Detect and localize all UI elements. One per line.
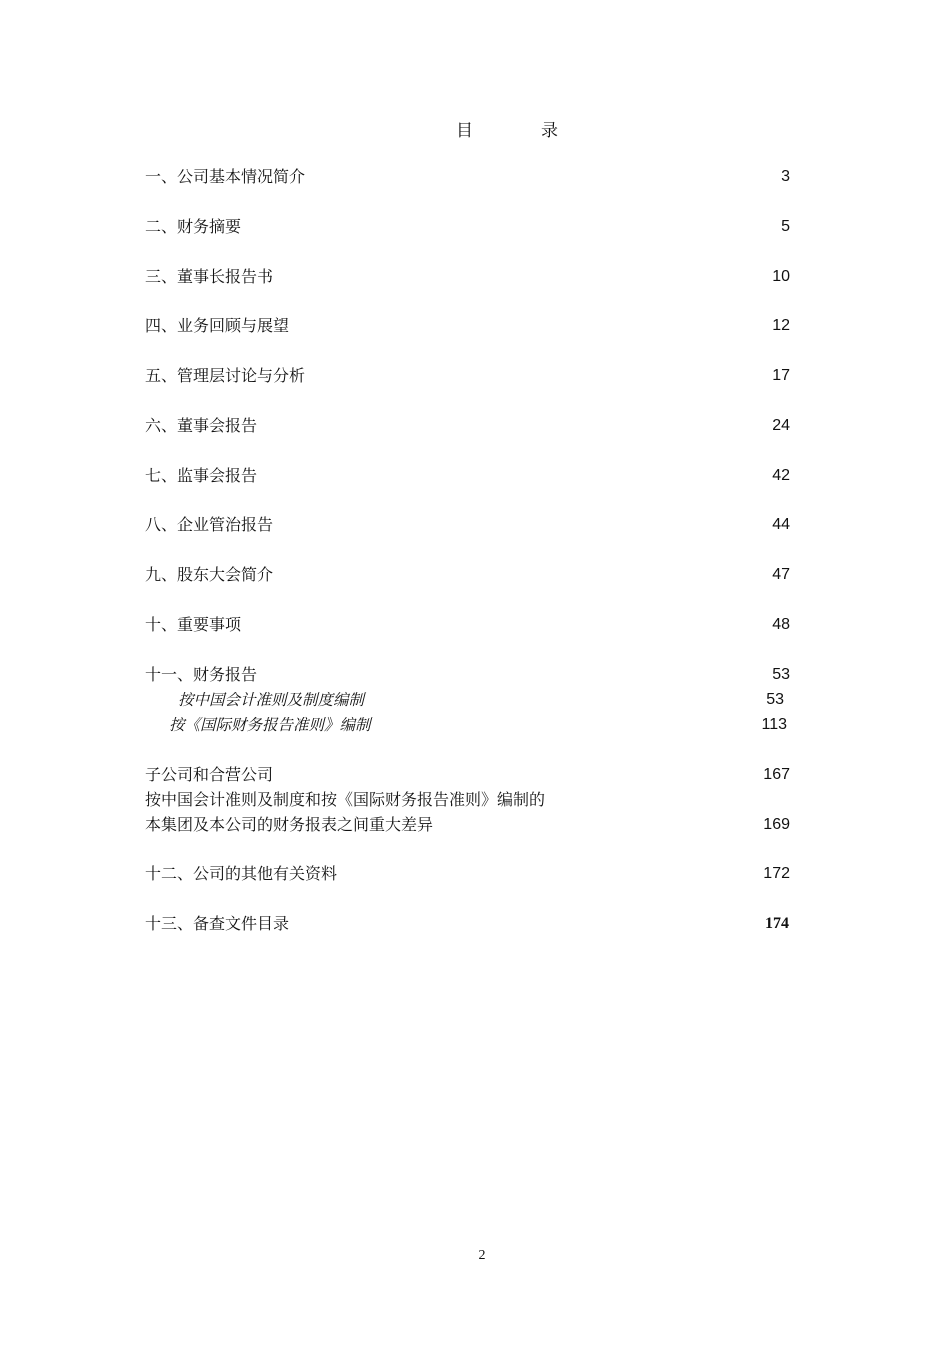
toc-entry-page: 10 xyxy=(772,268,790,285)
toc-entry-label: 二、财务摘要 xyxy=(145,217,242,236)
toc-entry-page: 12 xyxy=(772,317,790,334)
toc-entry-label: 五、管理层讨论与分析 xyxy=(145,366,306,385)
toc-entry-page: 5 xyxy=(781,218,790,235)
toc-entry-page: 17 xyxy=(772,367,790,384)
toc-entry-label: 四、业务回顾与展望 xyxy=(145,316,290,335)
toc-entry xyxy=(0,513,950,537)
toc-entry-page: 53 xyxy=(772,666,790,683)
toc-entry xyxy=(0,613,950,637)
toc-entry-label: 三、董事长报告书 xyxy=(145,267,274,286)
toc-entry-page: 47 xyxy=(772,566,790,583)
toc-entry-page: 167 xyxy=(763,766,790,783)
toc-entry-label: 十二、公司的其他有关资料 xyxy=(145,864,338,883)
title-char-left: 目 xyxy=(456,121,473,141)
toc-entry-page: 3 xyxy=(781,168,790,185)
toc-subentry xyxy=(0,713,950,737)
toc-entry xyxy=(0,663,950,687)
toc-entry-label: 十一、财务报告 xyxy=(145,665,258,684)
toc-entry-label: 八、企业管治报告 xyxy=(145,515,274,534)
toc-subentry-label: 按中国会计准则及制度编制 xyxy=(178,691,365,709)
toc-entry-label: 子公司和合营公司 xyxy=(145,765,274,784)
toc-entry-page: 42 xyxy=(772,467,790,484)
toc-entry-label: 按中国会计准则及制度和按《国际财务报告准则》编制的 xyxy=(145,790,546,809)
toc-entry xyxy=(0,414,950,438)
toc-entry xyxy=(0,912,950,936)
toc-subentry-page: 113 xyxy=(761,716,787,733)
toc-entry-label: 九、股东大会简介 xyxy=(145,565,274,584)
toc-entry xyxy=(0,788,950,812)
toc-subentry-label: 按《国际财务报告准则》编制 xyxy=(169,716,371,734)
toc-entry xyxy=(0,813,950,837)
toc-subentry-page: 53 xyxy=(766,691,784,708)
toc-entry xyxy=(0,364,950,388)
page-number: 2 xyxy=(478,1248,486,1263)
toc-entry-page: 48 xyxy=(772,616,790,633)
toc-entry-page: 44 xyxy=(772,516,790,533)
toc-entry xyxy=(0,215,950,239)
toc-entry xyxy=(0,314,950,338)
toc-entry-label: 一、公司基本情况简介 xyxy=(145,167,306,186)
toc-entry-label: 十三、备查文件目录 xyxy=(145,914,290,933)
toc-entry-page: 169 xyxy=(763,816,790,833)
toc-entry xyxy=(0,862,950,886)
toc-entry-page: 172 xyxy=(763,865,790,882)
toc-entry xyxy=(0,165,950,189)
toc-subentry xyxy=(0,688,950,712)
toc-entry-label: 本集团及本公司的财务报表之间重大差异 xyxy=(145,815,434,834)
toc-entry xyxy=(0,464,950,488)
toc-entry-page: 24 xyxy=(772,417,790,434)
toc-entry-page: 174 xyxy=(765,915,789,932)
toc-entry-label: 七、监事会报告 xyxy=(145,466,258,485)
title-char-right: 录 xyxy=(541,121,558,141)
toc-entry xyxy=(0,563,950,587)
toc-entry xyxy=(0,763,950,787)
toc-entry-label: 十、重要事项 xyxy=(145,615,242,634)
toc-entry-label: 六、董事会报告 xyxy=(145,416,258,435)
toc-entry xyxy=(0,265,950,289)
